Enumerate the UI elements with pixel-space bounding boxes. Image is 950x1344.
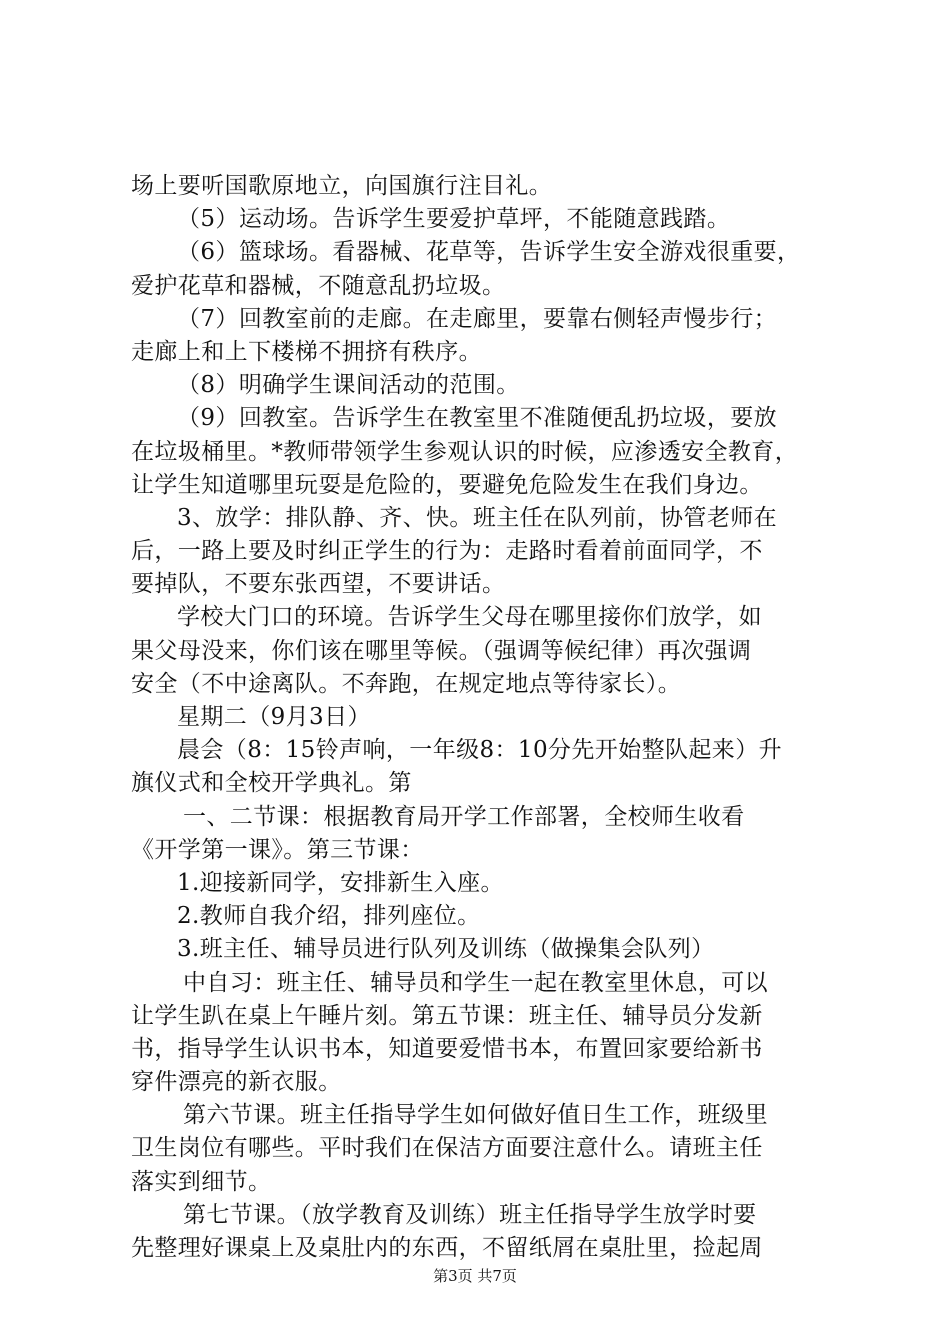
text-line: 落实到细节。 — [131, 1168, 272, 1195]
text-line: 星期二（9月3日） — [177, 704, 371, 730]
text-line: （6）篮球场。看器械、花草等，告诉学生安全游戏很重要， — [177, 239, 801, 266]
text-line: 第六节课。班主任指导学生如何做好值日生工作，班级里 — [183, 1102, 768, 1129]
text-line: 学校大门口的环境。告诉学生父母在哪里接你们放学，如 — [177, 604, 762, 631]
document-body — [131, 170, 831, 1265]
text-line: 爱护花草和器械，不随意乱扔垃圾。 — [131, 272, 506, 299]
text-line: 后，一路上要及时纠正学生的行为：走路时看着前面同学，不 — [131, 538, 763, 565]
text-line: （5）运动场。告诉学生要爱护草坪，不能随意践踏。 — [177, 206, 731, 233]
page-number-label: 第3页 共7页 — [433, 1267, 517, 1285]
text-line: 旗仪式和全校开学典礼。第 — [131, 770, 412, 797]
text-line: （7）回教室前的走廊。在走廊里，要靠右侧轻声慢步行； — [177, 305, 778, 332]
text-line: 在垃圾桶里。*教师带领学生参观认识的时候，应渗透安全教育， — [131, 438, 799, 465]
text-line: 中自习：班主任、辅导员和学生一起在教室里休息，可以 — [183, 969, 768, 996]
text-line: 走廊上和上下楼梯不拥挤有秩序。 — [131, 338, 482, 365]
text-line: 晨会（8：15铃声响，一年级8：10分先开始整队起来）升 — [177, 737, 782, 764]
text-line: 让学生趴在桌上午睡片刻。第五节课：班主任、辅导员分发新 — [131, 1002, 763, 1029]
text-line: 2.教师自我介绍，排列座位。 — [177, 903, 481, 930]
text-line: 让学生知道哪里玩耍是危险的，要避免危险发生在我们身边。 — [131, 471, 763, 498]
text-line: 一、二节课：根据教育局开学工作部署，全校师生收看 — [183, 803, 745, 830]
text-line: 《开学第一课》。第三节课： — [131, 836, 424, 863]
text-line: 安全（不中途离队。不奔跑，在规定地点等待家长）。 — [131, 670, 682, 697]
text-line: 果父母没来，你们该在哪里等候。（强调等候纪律）再次强调 — [131, 637, 752, 664]
text-line: （8）明确学生课间活动的范围。 — [177, 372, 520, 399]
page-number-footer — [0, 1265, 950, 1286]
text-line: 要掉队，不要东张西望，不要讲话。 — [131, 571, 506, 598]
text-line: 穿件漂亮的新衣服。 — [131, 1069, 342, 1096]
text-line: 书，指导学生认识书本，知道要爱惜书本，布置回家要给新书 — [131, 1035, 763, 1062]
text-line: 先整理好课桌上及桌肚内的东西，不留纸屑在桌肚里，捡起周 — [131, 1235, 763, 1261]
text-line: 3、放学：排队静、齐、快。班主任在队列前，协管老师在 — [177, 504, 778, 531]
text-line: 场上要听国歌原地立，向国旗行注目礼。 — [131, 173, 553, 199]
text-line: 1.迎接新同学，安排新生入座。 — [177, 869, 504, 896]
text-line: 3.班主任、辅导员进行队列及训练（做操集会队列） — [177, 936, 715, 963]
text-line: 卫生岗位有哪些。平时我们在保洁方面要注意什么。请班主任 — [131, 1135, 763, 1162]
text-line: （9）回教室。告诉学生在教室里不准随便乱扔垃圾，要放 — [177, 405, 778, 432]
text-line: 第七节课。（放学教育及训练）班主任指导学生放学时要 — [183, 1201, 757, 1228]
